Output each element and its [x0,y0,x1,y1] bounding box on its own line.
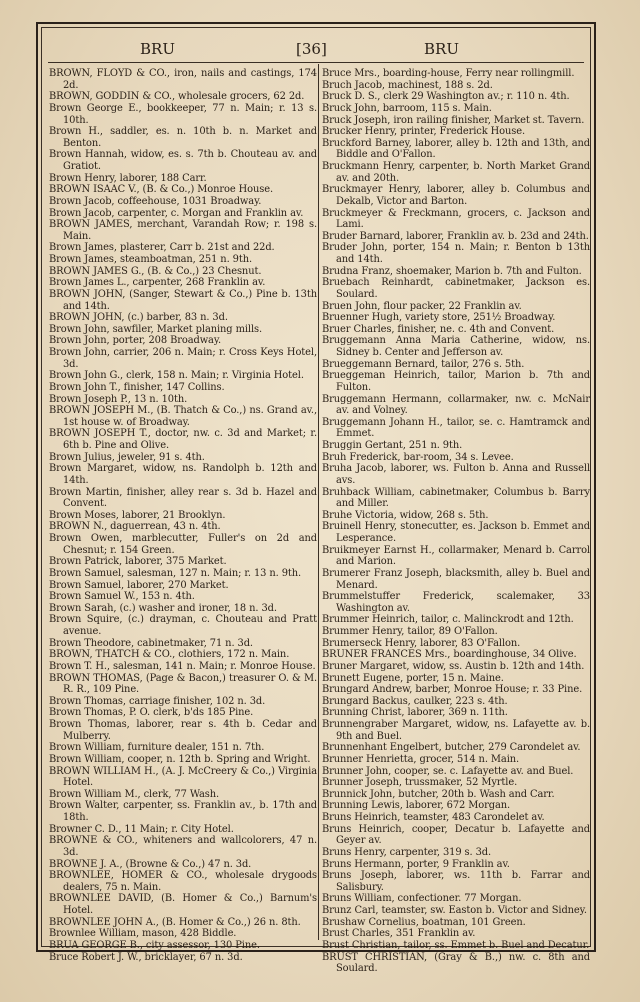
directory-entry: Brummer Henry, tailor, 89 O'Fallon. [322,626,498,637]
directory-entry: BROWNE J. A., (Browne & Co.,) 47 n. 3d. [49,858,252,870]
directory-entry: Brown James, plasterer, Carr b. 21st and 22d. [49,242,275,254]
directory-entry: Brown Martin, finisher, alley rear s. 3d b. Hazel and Convent. [49,486,317,510]
header-left-guide-word: BRU [140,40,175,58]
directory-entry: Bruns Joseph, laborer, ws. 11th b. Farrar and Salisbury. [322,870,590,893]
directory-entry: Brown James L., carpenter, 268 Franklin av. [49,277,266,289]
directory-entry: BROWNLEE, HOMER & CO., wholesale drygoods dealers, 75 n. Main. [49,870,317,893]
directory-entry: Bruhe Victoria, widow, 268 s. 5th. [322,509,489,521]
directory-entry: Bruckmeyer & Freckmann, grocers, c. Jackson and Lami. [322,207,590,231]
directory-entry: Brown Squire, (c.) drayman, c. Chouteau and Pratt avenue. [49,614,317,637]
directory-entry: Brunner John, cooper, se. c. Lafayette av. and Buel. [322,765,574,777]
directory-entry: Brunner Joseph, trussmaker, 52 Myrtle. [322,777,518,789]
directory-entry: Bruh Frederick, bar-room, 34 s. Levee. [322,451,514,463]
directory-entry: Brown Moses, laborer, 21 Brooklyn. [49,509,226,521]
directory-entry: Bruner Margaret, widow, ss. Austin b. 12th and 14th. [322,660,585,672]
running-header [48,34,584,63]
directory-entry: BROWNLEE JOHN A., (B. Homer & Co.,) 26 n. 8th. [49,916,301,928]
directory-entry: Brumerer Franz Joseph, blacksmith, alley b. Buel and Menard. [322,567,590,591]
header-right-guide-word: BRU [424,40,459,58]
directory-entry: Bruebach Reinhardt, cabinetmaker, Jackson es. Soulard. [322,277,590,300]
directory-entry: BRUA GEORGE B., city assessor, 130 Pine. [49,939,260,951]
directory-entry: BROWN, FLOYD & CO., iron, nails and castings, 174 2d. [49,68,317,91]
directory-entry: Brust Charles, 351 Franklin av. [322,928,476,940]
directory-entry: Brown Joseph P., 13 n. 10th. [49,393,188,405]
directory-entry: Brown Thomas, laborer, rear s. 4th b. Cedar and Mulberry. [49,719,317,742]
directory-entry: BROWNE & CO., whiteners and wallcolorers, 47 n. 3d. [49,835,317,858]
directory-entry: Brown James, steamboatman, 251 n. 9th. [49,254,252,265]
directory-entry: Brown Hannah, widow, es. s. 7th b. Chouteau av. and Gratiot. [49,149,317,172]
directory-entry: Bruckmayer Henry, laborer, alley b. Columbus and Dekalb, Victor and Barton. [322,184,590,207]
directory-entry: Brushaw Cornelius, boatman, 101 Green. [322,916,526,928]
directory-entry: BROWN JAMES, merchant, Varandah Row; r. 198 s. Main. [49,219,317,242]
directory-entry: Brown Owen, marblecutter, Fuller's on 2d and Chesnut; r. 154 Green. [49,533,317,556]
directory-entry: Bruck John, barroom, 115 s. Main. [322,102,492,114]
left-column [49,68,317,963]
directory-entry: Bruen John, flour packer, 22 Franklin av. [322,300,522,312]
directory-entry: Brunett Eugene, porter, 15 n. Maine. [322,672,504,684]
directory-entry: Brown John, porter, 208 Broadway. [49,335,222,347]
directory-entry: Brown Jacob, coffeehouse, 1031 Broadway. [49,195,262,207]
directory-entry: BROWN, GODDIN & CO., wholesale grocers, 62 2d. [49,91,305,103]
directory-entry: Brown William M., clerk, 77 Wash. [49,788,220,800]
directory-entry: Brown Samuel, laborer, 270 Market. [49,579,229,591]
column-divider [318,64,319,940]
directory-entry: Brownlee William, mason, 428 Biddle. [49,928,237,940]
directory-entry: Bruggin Gertant, 251 n. 9th. [322,440,463,451]
directory-entry: Brunnenhant Engelbert, butcher, 279 Carondelet av. [322,742,581,754]
directory-entry: Bruns William, confectioner. 77 Morgan. [322,893,522,905]
directory-entry: BROWN N., daguerrean, 43 n. 4th. [49,521,221,533]
directory-entry: Brunnick John, butcher, 20th b. Wash and Carr. [322,788,555,800]
directory-entry: BROWN JOHN, (Sanger, Stewart & Co.,) Pine b. 13th and 14th. [49,288,317,312]
directory-entry: BROWN JOSEPH M., (B. Thatch & Co.,) ns. Grand av., 1st house w. of Broadway. [49,405,317,428]
directory-entry: Bruggemann Johann H., tailor, se. c. Hamtramck and Emmet. [322,416,590,440]
directory-entry: Bruckmann Henry, carpenter, b. North Market Grand av. and 20th. [322,161,590,184]
directory-entry: BROWN JOHN, (c.) barber, 83 n. 3d. [49,312,228,324]
directory-entry: Brown William, furniture dealer, 151 n. 7th. [49,742,265,754]
directory-entry: Brown Theodore, cabinetmaker, 71 n. 3d. [49,637,253,649]
directory-entry: Brown Julius, jeweler, 91 s. 4th. [49,451,205,463]
directory-entry: Brown Jacob, carpenter, c. Morgan and Franklin av. [49,207,304,219]
directory-entry: Bruns Heinrich, teamster, 483 Carondelet av. [322,812,545,823]
directory-entry: Bruckford Barney, laborer, alley b. 12th and 13th, and Biddle and O'Fallon. [322,137,590,161]
directory-entry: Bruce Mrs., boarding-house, Ferry near rollingmill. [322,68,575,79]
directory-entry: Bruns Henry, carpenter, 319 s. 3d. [322,846,492,858]
directory-entry: Brunning Lewis, laborer, 672 Morgan. [322,800,511,812]
directory-entry: Brown Sarah, (c.) washer and ironer, 18 n. 3d. [49,602,277,614]
right-column [322,68,590,975]
directory-entry: Brummer Heinrich, tailor, c. Malinckrodt and 12th. [322,614,574,626]
directory-entry: BRUNER FRANCES Mrs., boardinghouse, 34 Olive. [322,649,577,661]
directory-entry: BROWNLEE DAVID, (B. Homer & Co.,) Barnum's Hotel. [49,893,317,916]
directory-entry: Bruck Joseph, iron railing finisher, Market st. Tavern. [322,114,585,126]
directory-entry: Brueggeman Heinrich, tailor, Marion b. 7th and Fulton. [322,370,590,393]
page-number: [36] [296,40,327,58]
directory-entry: Brunnengraber Margaret, widow, ns. Lafayette av. b. 9th and Buel. [322,719,590,742]
directory-entry: Bruikmeyer Earnst H., collarmaker, Menard b. Carrol and Marion. [322,544,590,568]
directory-entry: Bruch Jacob, machinest, 188 s. 2d. [322,79,493,91]
directory-entry: Brown Samuel, salesman, 127 n. Main; r. 13 n. 9th. [49,567,302,579]
directory-entry: BROWN WILLIAM H., (A. J. McCreery & Co.,) Virginia Hotel. [49,765,317,789]
directory-entry: Bruhback William, cabinetmaker, Columbus b. Barry and Miller. [322,486,590,510]
directory-entry: Bruinell Henry, stonecutter, es. Jackson b. Emmet and Lesperance. [322,521,590,544]
directory-entry: Brown George E., bookkeeper, 77 n. Main; r. 13 s. 10th. [49,102,317,126]
directory-entry: Browner C. D., 11 Main; r. City Hotel. [49,823,234,835]
directory-entry: Bruer Charles, finisher, ne. c. 4th and Convent. [322,323,555,335]
directory-entry: Brown Walter, carpenter, ss. Franklin av., b. 17th and 18th. [49,800,317,823]
directory-entry: Brunz Carl, teamster, sw. Easton b. Victor and Sidney. [322,905,587,916]
directory-entry: Brungard Andrew, barber, Monroe House; r. 33 Pine. [322,684,583,696]
directory-entry: Bruggemann Anna Maria Catherine, widow, ns. Sidney b. Center and Jefferson av. [322,335,590,358]
directory-entry: Brown T. H., salesman, 141 n. Main; r. Monroe House. [49,660,316,672]
directory-entry: Brunning Christ, laborer, 369 n. 11th. [322,707,508,719]
directory-entry: Bruder John, porter, 154 n. Main; r. Benton b 13th and 14th. [322,242,590,265]
directory-entry: Bruns Hermann, porter, 9 Franklin av. [322,858,510,870]
directory-entry: Brown H., saddler, es. n. 10th b. n. Market and Benton. [49,126,317,149]
directory-entry: Brown John, sawfiler, Market planing mills. [49,323,263,335]
directory-entry: Brucker Henry, printer, Frederick House. [322,126,526,138]
directory-entry: Brungard Backus, caulker, 223 s. 4th. [322,695,508,707]
directory-entry: Brudna Franz, shoemaker, Marion b. 7th and Fulton. [322,265,582,277]
directory-entry: Brummelstuffer Frederick, scalemaker, 33 Washington av. [322,591,590,614]
directory-entry: Bruck D. S., clerk 29 Washington av.; r. 110 n. 4th. [322,91,570,103]
page-border [36,22,596,975]
directory-entry: Brown William, cooper, n. 12th b. Spring and Wright. [49,753,311,765]
directory-entry: Brown Henry, laborer, 188 Carr. [49,172,207,184]
directory-entry: BROWN THOMAS, (Page & Bacon,) treasurer O. & M. R. R., 109 Pine. [49,672,317,696]
directory-entry: Brown Patrick, laborer, 375 Market. [49,556,227,568]
directory-entry: Brown Margaret, widow, ns. Randolph b. 12th and 14th. [49,463,317,486]
directory-entry: Brown John G., clerk, 158 n. Main; r. Virginia Hotel. [49,370,304,382]
directory-entry: Bruder Barnard, laborer, Franklin av. b. 23d and 24th. [322,230,589,242]
directory-entry: Bruns Heinrich, cooper, Decatur b. Lafayette and Geyer av. [322,823,590,847]
directory-entry: BROWN JOSEPH T., doctor, nw. c. 3d and Market; r. 6th b. Pine and Olive. [49,428,317,451]
directory-entry: BROWN, THATCH & CO., clothiers, 172 n. Main. [49,649,290,661]
directory-entry: Brown Thomas, P. O. clerk, b'ds 185 Pine. [49,707,254,719]
directory-entry: Brown John, carrier, 206 n. Main; r. Cross Keys Hotel, 3d. [49,347,317,370]
directory-entry: BROWN JAMES G., (B. & Co.,) 23 Chesnut. [49,265,262,277]
inner-border [41,27,591,975]
directory-entry: BROWN ISAAC V., (B. & Co.,) Monroe House. [49,184,274,196]
directory-entry: BRUST CHRISTIAN, (Gray & B.,) nw. c. 8th and Soulard. [322,951,590,975]
directory-entry: Brown Thomas, carriage finisher, 102 n. 3d. [49,695,266,707]
directory-entry: Brumerseck Henry, laborer, 83 O'Fallon. [322,637,521,649]
directory-entry: Bruenner Hugh, variety store, 251½ Broadway. [322,312,556,324]
directory-entry: Brown John T., finisher, 147 Collins. [49,381,225,393]
directory-entry: Brunner Henrietta, grocer, 514 n. Main. [322,753,520,765]
directory-entry: Bruha Jacob, laborer, ws. Fulton b. Anna and Russell avs. [322,463,590,486]
directory-entry: Bruggemann Hermann, collarmaker, nw. c. McNair av. and Volney. [322,393,590,417]
directory-entry: Brown Samuel W., 153 n. 4th. [49,591,195,603]
directory-entry: Brust Christian, tailor, ss. Emmet b. Buel and Decatur. [322,939,590,951]
directory-entry: Bruce Robert J. W., bricklayer, 67 n. 3d. [49,951,243,963]
directory-entry: Brueggemann Bernard, tailor, 276 s. 5th. [322,358,525,370]
